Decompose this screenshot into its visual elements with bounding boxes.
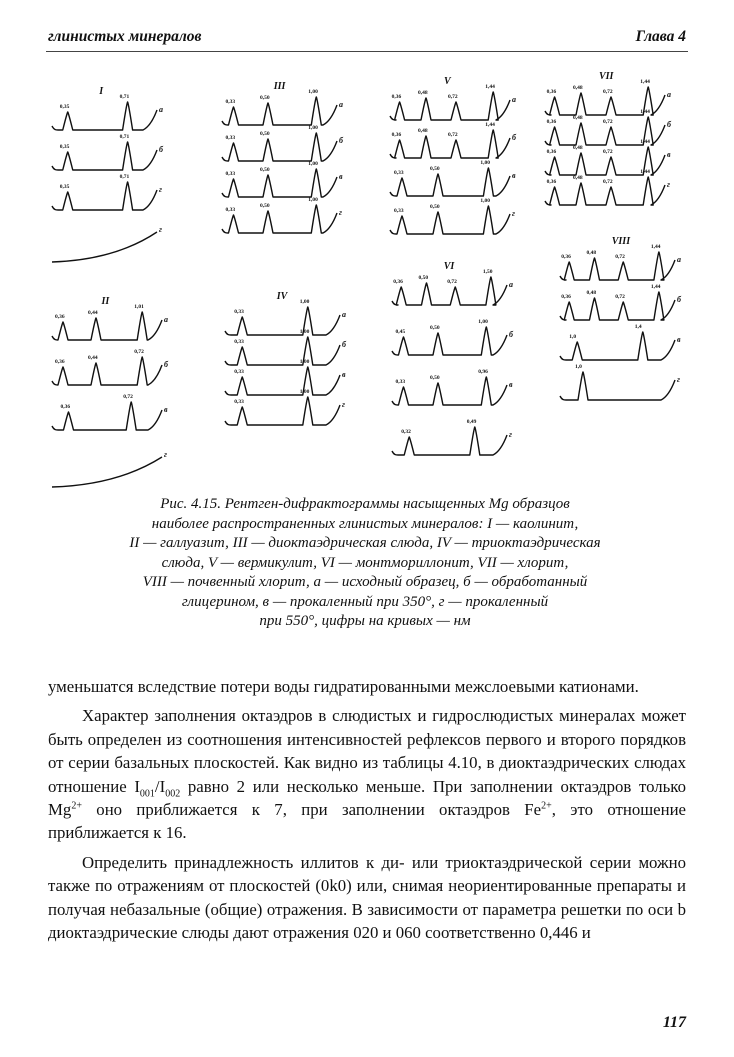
peak-label: 0,44 <box>88 310 98 316</box>
diffractogram-panel <box>52 86 164 262</box>
peak-label: 0,72 <box>603 149 613 155</box>
diffraction-trace <box>560 332 675 360</box>
diffraction-trace <box>52 312 162 340</box>
curve-letter: а <box>667 90 671 99</box>
peak-label: 0,48 <box>418 128 428 134</box>
curve-letter: в <box>164 405 168 414</box>
diffraction-trace <box>222 205 337 233</box>
peak-label: 1,00 <box>308 125 318 131</box>
peak-label: 0,35 <box>59 104 70 110</box>
body-text <box>48 675 686 944</box>
peak-label: 0,50 <box>430 325 440 331</box>
text-run: Характер заполнения октаэдров в слюдистых и гидрослюдистых минералах может быть определен из соотношения интенсивностей рефлексов первого и второго порядков от серии базальных плоскостей. Как видно из таблицы 4.10, в диоктаэдрических слюдах отношение I <box>48 706 686 796</box>
diffraction-trace <box>52 232 157 262</box>
curve-letter: в <box>339 172 343 181</box>
curve-letter: б <box>512 133 516 142</box>
peak-label: 0,36 <box>55 314 65 320</box>
peak-label: 0,72 <box>603 119 613 125</box>
peak-label: 0,49 <box>466 419 477 425</box>
curve-letter: б <box>667 120 671 129</box>
curve-letter: в <box>342 370 346 379</box>
diffraction-trace <box>52 357 162 385</box>
peak-label: 0,48 <box>573 175 583 181</box>
curve-letter: г <box>509 430 512 439</box>
text-run: /I <box>154 776 166 796</box>
running-header-left: глинистых минералов <box>48 28 202 45</box>
peak-label: 1,00 <box>308 197 318 203</box>
peak-label: 0,48 <box>573 145 583 151</box>
curve-letter: б <box>509 330 513 339</box>
peak-label: 0,96 <box>478 369 488 375</box>
peak-label: 1,44 <box>640 109 650 115</box>
peak-label: 0,44 <box>88 355 98 361</box>
peak-label: 0,35 <box>59 184 70 190</box>
caption-line: слюда, V — вермикулит, VI — монтмориллонит, VII — хлорит, <box>161 554 569 571</box>
superscript: 2+ <box>541 800 552 812</box>
paragraph: Определить принадлежность иллитов к ди- или триоктаэдрической серии можно также по отражениям от плоскостей (0k0) или, снимая неориентированные препараты и получая небазальные (общие) отражения. В зависимости от параметра решетки по оси b диоктаэдрические слюды дают отражения 020 и 060 соответственно 0,446 и <box>48 852 686 943</box>
peak-label: 1,00 <box>480 198 491 204</box>
peak-label: 1,44 <box>485 84 495 90</box>
xrd-figure <box>40 62 700 492</box>
diffractogram-panel <box>560 236 682 400</box>
curve-letter: а <box>509 280 513 289</box>
diffraction-trace <box>222 133 337 161</box>
peak-label: 0,48 <box>573 115 583 121</box>
curve-letter: б <box>342 340 346 349</box>
curve-letter: г <box>667 180 670 189</box>
caption-line: Рис. 4.15. Рентген-дифрактограммы насыщенных Mg образцов <box>160 496 570 512</box>
peak-label: 0,36 <box>391 132 402 138</box>
panel-roman-label: VIII <box>611 236 631 247</box>
peak-label: 0,50 <box>260 167 270 173</box>
curve-letter: а <box>342 310 346 319</box>
panel-roman-label: IV <box>276 291 288 302</box>
curve-letter: г <box>342 400 345 409</box>
peak-label: 0,50 <box>260 95 270 101</box>
peak-label: 0,72 <box>603 179 613 185</box>
peak-label: 0,50 <box>260 131 270 137</box>
diffraction-trace <box>392 327 507 355</box>
curve-letter: г <box>677 375 680 384</box>
peak-label: 0,72 <box>448 132 458 138</box>
curve-letter: б <box>159 145 163 154</box>
peak-label: 0,33 <box>394 208 404 214</box>
panel-roman-label: V <box>444 76 451 87</box>
diffraction-trace <box>52 457 162 487</box>
curve-letter: а <box>677 255 681 264</box>
diffraction-trace <box>392 377 507 405</box>
peak-label: 1,4 <box>634 324 642 330</box>
peak-label: 1,44 <box>650 244 661 250</box>
peak-label: 1,00 <box>478 319 488 325</box>
diffraction-trace <box>390 206 510 234</box>
curve-letter: в <box>667 150 671 159</box>
peak-label: 1,00 <box>299 389 310 395</box>
peak-label: 1,44 <box>640 79 650 85</box>
subscript: 001 <box>139 787 155 799</box>
paragraph: уменьшатся вследствие потери воды гидратированными межслоевыми катионами. <box>48 677 639 696</box>
subscript: 002 <box>165 787 181 799</box>
peak-label: 0,33 <box>234 369 244 375</box>
curve-letter: г <box>164 450 167 459</box>
paragraph <box>48 704 686 844</box>
peak-label: 0,72 <box>123 394 133 400</box>
diffractogram-panel <box>52 296 169 487</box>
peak-label: 1,50 <box>482 269 493 275</box>
page-number: 117 <box>662 1014 686 1031</box>
peak-label: 0,32 <box>401 429 411 435</box>
peak-label: 1,44 <box>640 169 650 175</box>
header-rule <box>46 51 688 52</box>
curve-letter: а <box>159 105 163 114</box>
peak-label: 0,48 <box>573 85 583 91</box>
figure-caption <box>55 495 675 632</box>
curve-letter: б <box>339 136 343 145</box>
text-run: , это отношение приближается к 16. <box>48 800 686 843</box>
curve-letter: г <box>512 209 515 218</box>
curve-letter: в <box>677 335 681 344</box>
panel-roman-label: I <box>99 86 104 97</box>
peak-label: 0,36 <box>546 89 557 95</box>
peak-label: 1,0 <box>575 364 582 370</box>
peak-label: 0,36 <box>546 149 557 155</box>
peak-label: 0,72 <box>615 294 625 300</box>
curve-letter: г <box>339 208 342 217</box>
peak-label: 0,36 <box>391 94 402 100</box>
diffractogram-panel <box>390 76 517 234</box>
panel-roman-label: VI <box>443 261 455 272</box>
peak-label: 0,33 <box>225 171 236 177</box>
peak-label: 0,50 <box>418 275 429 281</box>
peak-label: 0,72 <box>447 279 457 285</box>
peak-label: 0,71 <box>119 134 130 140</box>
panel-roman-label: VII <box>599 71 614 82</box>
peak-label: 0,33 <box>234 339 244 345</box>
peak-label: 0,33 <box>395 379 406 385</box>
peak-label: 1,44 <box>485 122 495 128</box>
peak-label: 0,71 <box>119 174 130 180</box>
diffraction-trace <box>222 97 337 125</box>
diffractogram-panel <box>225 291 347 425</box>
peak-label: 1,44 <box>640 139 650 145</box>
curve-letter: в <box>509 380 513 389</box>
peak-label: 0,33 <box>225 135 236 141</box>
diffractogram-panel <box>545 71 672 205</box>
peak-label: 1,00 <box>299 359 310 365</box>
peak-label: 0,36 <box>393 279 403 285</box>
peak-label: 1,00 <box>299 329 310 335</box>
peak-label: 0,35 <box>59 144 70 150</box>
peak-label: 0,36 <box>60 404 71 410</box>
peak-label: 1,00 <box>299 299 310 305</box>
peak-label: 1,01 <box>134 304 144 310</box>
curve-letter: а <box>339 100 343 109</box>
superscript: 2+ <box>71 800 82 812</box>
diffraction-trace <box>560 372 675 400</box>
peak-label: 0,48 <box>418 90 428 96</box>
diffraction-trace <box>390 168 510 196</box>
peak-label: 1,00 <box>308 89 318 95</box>
diffractogram-panel <box>392 261 514 455</box>
panel-roman-label: II <box>101 296 110 307</box>
peak-label: 0,50 <box>260 203 270 209</box>
peak-label: 0,33 <box>234 309 244 315</box>
peak-label: 0,48 <box>586 290 597 296</box>
caption-line: наиболее распространенных глинистых минералов: I — каолинит, <box>151 515 579 532</box>
caption-line: II — галлуазит, III — диоктаэдрическая слюда, IV — триоктаэдрическая <box>129 535 601 551</box>
panel-roman-label: III <box>273 81 286 92</box>
diffractogram-panel <box>222 81 344 233</box>
peak-label: 0,36 <box>546 179 557 185</box>
peak-label: 0,72 <box>448 94 458 100</box>
curve-letter: а <box>512 95 516 104</box>
peak-label: 1,44 <box>650 284 661 290</box>
peak-label: 0,50 <box>430 166 440 172</box>
peak-label: 0,33 <box>394 170 404 176</box>
peak-label: 0,72 <box>615 254 625 260</box>
peak-label: 0,72 <box>603 89 613 95</box>
peak-label: 0,33 <box>225 99 236 105</box>
text-run: равно 2 или несколько меньше. При заполнении октаэдров только Mg <box>48 776 686 820</box>
text-run: оно приближается к 7, при заполнении октаэдров Fe <box>81 800 542 820</box>
peak-label: 1,00 <box>308 161 318 167</box>
peak-label: 0,71 <box>119 94 130 100</box>
caption-line: глицерином, в — прокаленный при 350°, г — прокаленный <box>181 593 549 610</box>
curve-letter: г <box>159 185 162 194</box>
peak-label: 0,48 <box>586 250 597 256</box>
curve-letter: б <box>164 360 168 369</box>
peak-label: 0,36 <box>55 359 65 365</box>
peak-label: 0,45 <box>395 329 406 335</box>
peak-label: 0,50 <box>430 204 440 210</box>
peak-label: 0,36 <box>546 119 557 125</box>
caption-line: при 550°, цифры на кривых — нм <box>259 613 471 629</box>
caption-line: VIII — почвенный хлорит, а — исходный образец, б — обработанный <box>142 574 588 590</box>
peak-label: 1,0 <box>569 334 577 340</box>
peak-label: 0,72 <box>134 349 144 355</box>
peak-label: 0,33 <box>234 399 244 405</box>
curve-letter: г <box>159 225 162 234</box>
peak-label: 0,36 <box>561 254 571 260</box>
curve-letter: б <box>677 295 681 304</box>
peak-label: 1,00 <box>480 160 491 166</box>
curve-letter: а <box>164 315 168 324</box>
peak-label: 0,50 <box>430 375 440 381</box>
peak-label: 0,33 <box>225 207 236 213</box>
peak-label: 0,36 <box>561 294 571 300</box>
diffraction-trace <box>222 169 337 197</box>
curve-letter: в <box>512 171 516 180</box>
running-header-right: Глава 4 <box>635 28 686 45</box>
